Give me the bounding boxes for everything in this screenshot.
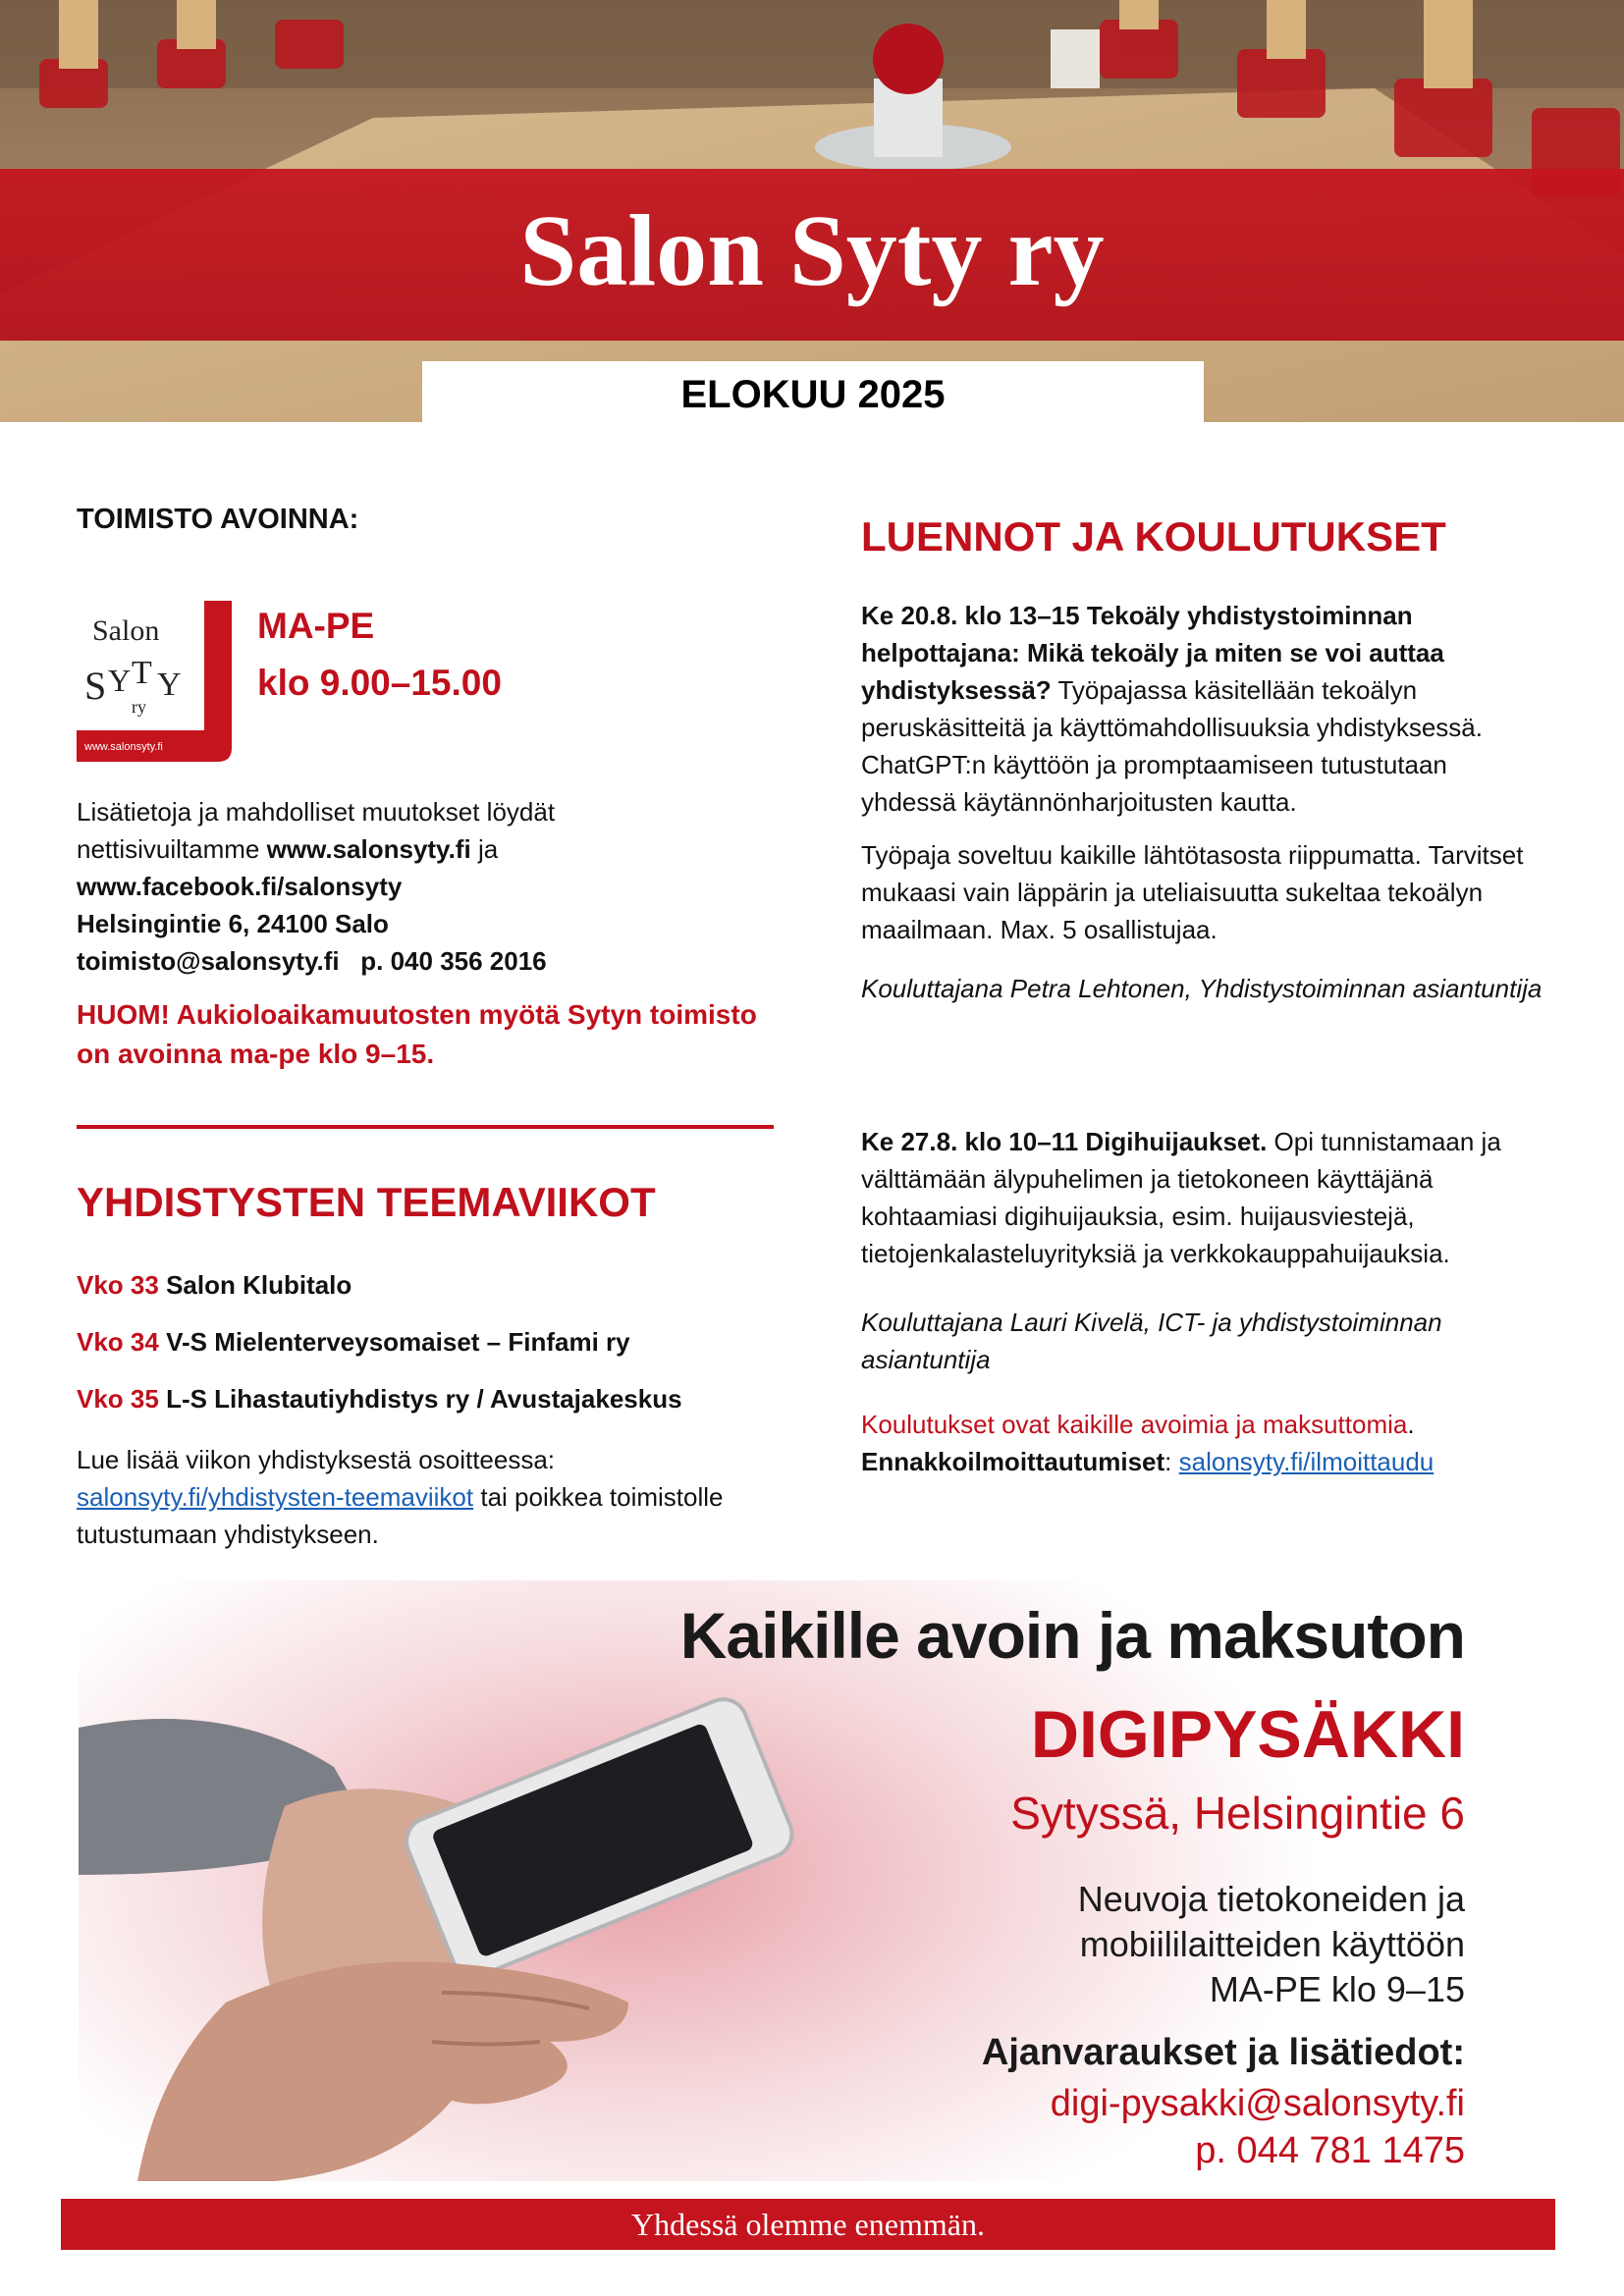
- ad-email[interactable]: digi-pysakki@salonsyty.fi: [1050, 2083, 1465, 2124]
- theme-item: Vko 35 L-S Lihastautiyhdistys ry / Avustajakeskus: [77, 1384, 682, 1414]
- site-title: Salon Syty ry: [519, 194, 1105, 307]
- ad-hours: MA-PE klo 9–15: [1209, 1969, 1465, 2009]
- lecture-ai-trainer: Kouluttajana Petra Lehtonen, Yhdistystoiminnan asiantuntija: [861, 974, 1543, 1003]
- themes-more: Lue lisää viikon yhdistyksestä osoitteessa: salonsyty.fi/yhdistysten-teemaviikot tai poikkea toimistolle tutustumaan yhdistykseen.: [77, 1445, 724, 1549]
- digipysakki-ad: [79, 1580, 1545, 2181]
- svg-text:Y: Y: [108, 663, 132, 698]
- svg-text:S: S: [84, 664, 107, 708]
- ad-headline: Kaikille avoin ja maksuton: [679, 1599, 1465, 1672]
- lecture-scams: [861, 1123, 1548, 1272]
- office-phone: p. 040 356 2016: [360, 946, 547, 976]
- facebook-link[interactable]: www.facebook.fi/salonsyty: [77, 872, 403, 901]
- theme-item: Vko 33 Salon Klubitalo: [77, 1270, 352, 1300]
- themes-list: [77, 1266, 784, 1437]
- office-address: Helsingintie 6, 24100 Salo: [77, 909, 389, 938]
- ad-phone: p. 044 781 1475: [1195, 2130, 1465, 2171]
- svg-text:ry: ry: [132, 697, 146, 717]
- month-label: ELOKUU 2025: [680, 373, 946, 416]
- lecture-ai-details: Työpaja soveltuu kaikille lähtötasosta riippumatta. Tarvitset mukaasi vain läppärin ja uteliaisuutta sukeltaa tekoälyn maailmaan. Max. 5 osallistujaa.: [861, 840, 1524, 944]
- svg-text:Y: Y: [157, 667, 182, 703]
- themes-heading: YHDISTYSTEN TEEMAVIIKOT: [77, 1179, 656, 1225]
- svg-text:T: T: [132, 655, 152, 691]
- info-line: Lisätietoja ja mahdolliset muutokset löydät: [77, 797, 556, 827]
- ad-location: Sytyssä, Helsingintie 6: [1010, 1788, 1465, 1839]
- syty-logo: [77, 601, 232, 762]
- lecture-desc: Työpajassa käsitellään tekoälyn peruskäsitteitä ja käyttömahdollisuuksia yhdistyksessä. ChatGPT:n käyttöön ja promptaamiseen tutustutaan yhdessä käytännönharjoitusten kautta.: [861, 675, 1483, 817]
- lecture-scams-trainer: Kouluttajana Lauri Kivelä, ICT- ja yhdistystoiminnan asiantuntija: [861, 1308, 1442, 1374]
- info-line: nettisivuiltamme www.salonsyty.fi ja: [77, 834, 499, 864]
- office-hours-days: MA-PE: [257, 606, 375, 646]
- hours-notice: HUOM! Aukioloaikamuutosten myötä Sytyn toimisto on avoinna ma-pe klo 9–15.: [77, 999, 757, 1069]
- office-info: [77, 793, 784, 980]
- registration-link[interactable]: salonsyty.fi/ilmoittaudu: [1178, 1447, 1435, 1476]
- office-heading: TOIMISTO AVOINNA:: [77, 504, 359, 535]
- ad-desc-line: Neuvoja tietokoneiden ja: [1077, 1879, 1465, 1919]
- ad-desc-line: mobiililaitteiden käyttöön: [1079, 1924, 1465, 1964]
- lectures-heading: LUENNOT JA KOULUTUKSET: [861, 513, 1446, 560]
- ad-booking-label: Ajanvaraukset ja lisätiedot:: [981, 2032, 1465, 2073]
- themes-link[interactable]: salonsyty.fi/yhdistysten-teemaviikot: [77, 1482, 474, 1512]
- lecture-title: Ke 27.8. klo 10–11 Digihuijaukset.: [861, 1127, 1268, 1156]
- theme-item: Vko 34 V-S Mielenterveysomaiset – Finfami ry: [77, 1327, 630, 1357]
- lecture-title: Ke 20.8. klo 13–15 Tekoäly yhdistystoiminnan helpottajana: Mikä tekoäly ja miten se voi auttaa yhdistyksessä?: [861, 601, 1444, 705]
- footer-slogan: Yhdessä olemme enemmän.: [631, 2207, 985, 2242]
- office-contact: [77, 942, 784, 980]
- lectures-footnote: Koulutukset ovat kaikille avoimia ja maksuttomia. Ennakkoilmoittautumiset: salonsyty.fi/ilmoittaudu: [861, 1410, 1435, 1476]
- website-link[interactable]: www.salonsyty.fi: [266, 834, 471, 864]
- office-hours-time: klo 9.00–15.00: [257, 663, 502, 703]
- section-divider: [77, 1125, 774, 1129]
- lecture-desc: Opi tunnistamaan ja välttämään älypuhelimen ja tietokoneen käyttäjänä kohtaamiasi digihuijauksia, esim. huijausviestejä, tietojenkalasteluyrityksiä ja verkkokauppahuijauksia.: [861, 1127, 1501, 1268]
- svg-text:www.salonsyty.fi: www.salonsyty.fi: [84, 741, 163, 753]
- ad-title: DIGIPYSÄKKI: [1030, 1697, 1465, 1772]
- office-email[interactable]: toimisto@salonsyty.fi: [77, 946, 340, 976]
- svg-text:Salon: Salon: [92, 614, 160, 647]
- lecture-ai: [861, 597, 1548, 821]
